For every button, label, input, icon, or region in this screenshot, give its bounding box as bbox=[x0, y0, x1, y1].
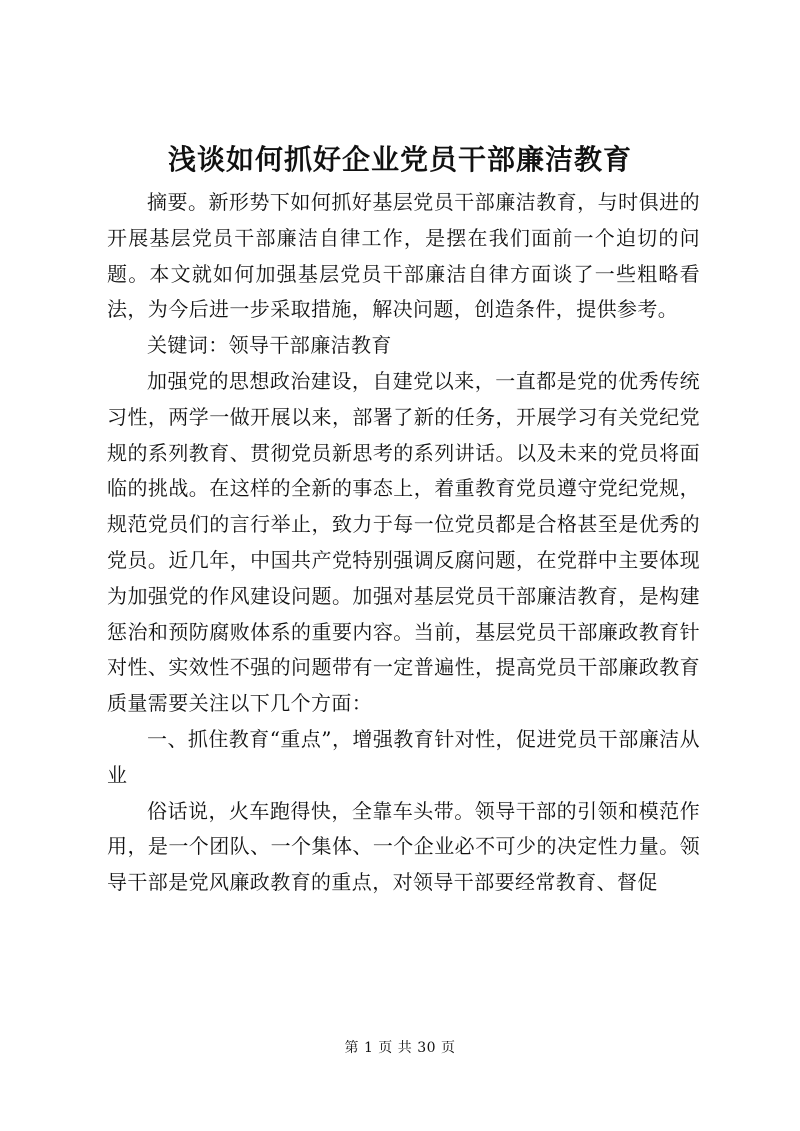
page-footer: 第 1 页 共 30 页 bbox=[344, 1040, 456, 1056]
document-body bbox=[107, 185, 700, 901]
document-title: 浅谈如何抓好企业党员干部廉洁教育 bbox=[167, 143, 632, 176]
keywords-paragraph: 关键词：领导干部廉洁教育 bbox=[147, 333, 392, 358]
body-paragraph: 俗话说，火车跑得快，全靠车头带。领导干部的引领和模范作用，是一个团队、一个集体、一个企业必不可少的决定性力量。领导干部是党风廉政教育的重点，对领导干部要经常教育、督促 bbox=[107, 798, 700, 895]
abstract-paragraph: 摘要。新形势下如何抓好基层党员干部廉洁教育，与时俱进的开展基层党员干部廉洁自律工作，是摆在我们面前一个迫切的问题。本文就如何加强基层党员干部廉洁自律方面谈了一些粗略看法，为今后进一步采取措施，解决问题，创造条件，提供参考。 bbox=[107, 190, 700, 322]
section-heading: 一、抓住教育“重点”，增强教育针对性，促进党员干部廉洁从业 bbox=[107, 726, 700, 787]
body-paragraph: 加强党的思想政治建设，自建党以来，一直都是党的优秀传统习性，两学一做开展以来，部署了新的任务，开展学习有关党纪党规的系列教育、贯彻党员新思考的系列讲话。以及未来的党员将面临的挑战。在这样的全新的事态上，着重教育党员遵守党纪党规，规范党员们的言行举止，致力于每一位党员都是合格甚至是优秀的党员。近几年，中国共产党特别强调反腐问题，在党群中主要体现为加强党的作风建设问题。加强对基层党员干部廉洁教育，是构建惩治和预防腐败体系的重要内容。当前，基层党员干部廉政教育针对性、实效性不强的问题带有一定普遍性，提高党员干部廉政教育质量需要关注以下几个方面： bbox=[107, 368, 700, 716]
